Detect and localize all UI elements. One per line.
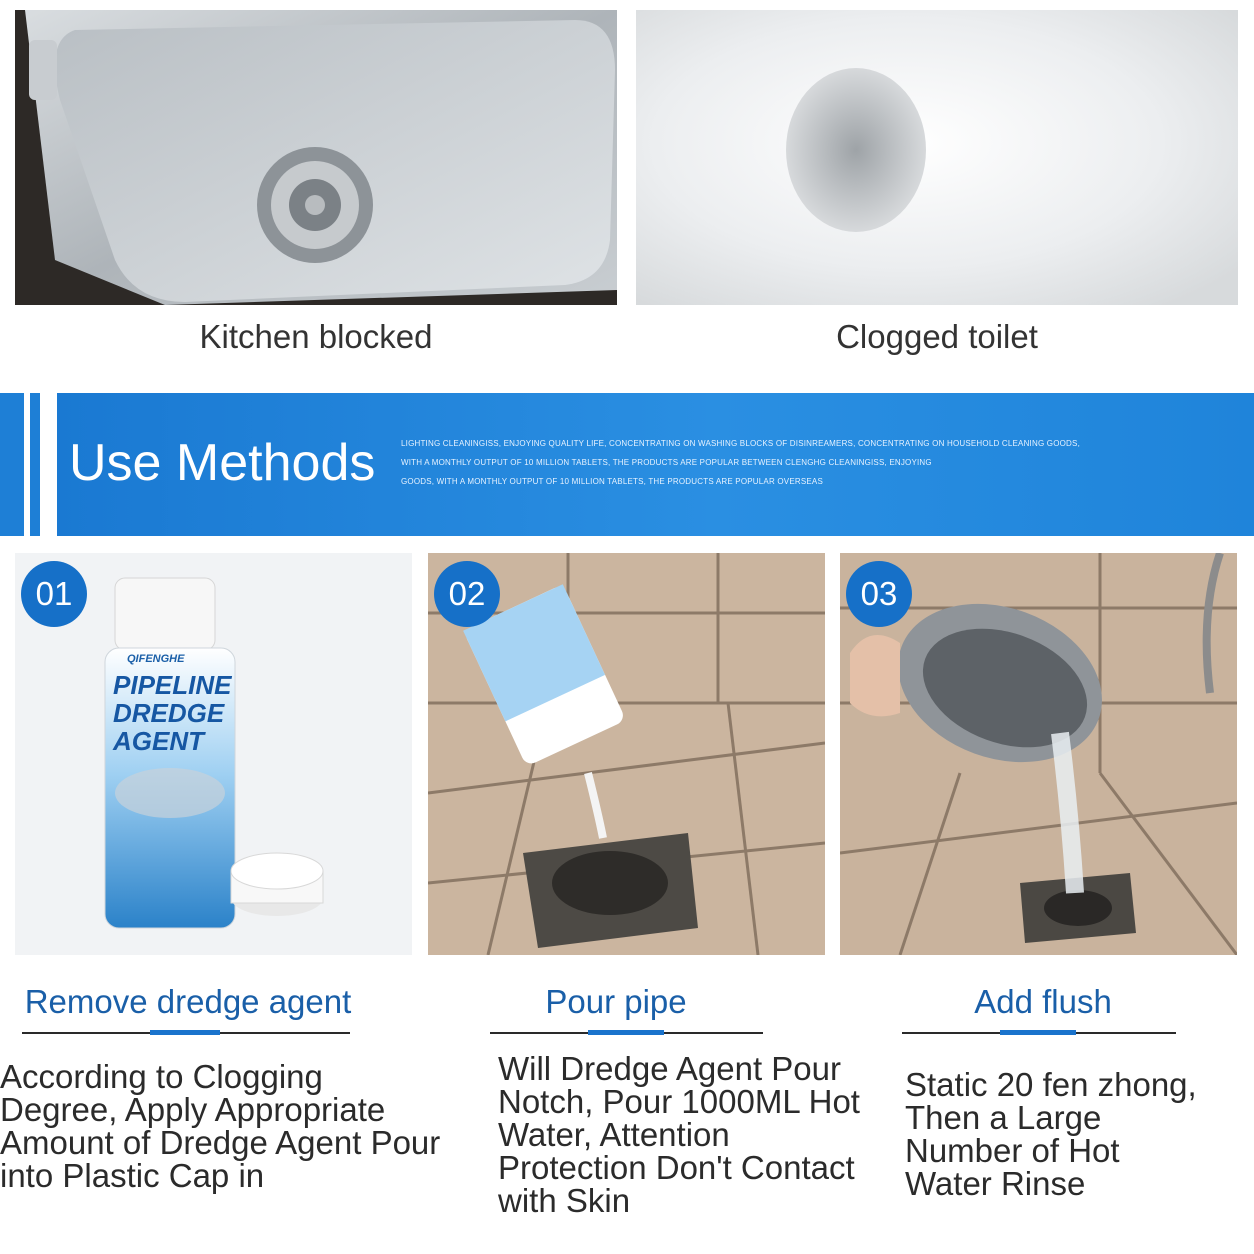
step-2-desc-line: with Skin [498, 1182, 631, 1219]
step-3-rule-accent [1000, 1030, 1076, 1035]
clogged-toilet-caption: Clogged toilet [836, 318, 1038, 355]
product-name-line: DREDGE [113, 698, 225, 728]
step-2-description [498, 1052, 860, 1217]
product-name-line: AGENT [113, 726, 204, 756]
kitchen-blocked-caption: Kitchen blocked [199, 318, 433, 355]
step-2-desc-line: Notch, Pour 1000ML Hot [498, 1083, 860, 1120]
step-2-photo [428, 553, 825, 955]
product-name-line: PIPELINE [113, 670, 232, 700]
banner-copy-line: WITH A MONTHLY OUTPUT OF 10 MILLION TABLETS, THE PRODUCTS ARE POPULAR BETWEEN CLENGHG CLEANINGISS, ENJOYING [401, 458, 932, 467]
step-2-desc-line: Water, Attention [498, 1116, 730, 1153]
step-3-desc-line: Number of Hot [905, 1132, 1120, 1169]
step-2-desc-line: Will Dredge Agent Pour [498, 1050, 842, 1087]
step-2-rule-accent [588, 1030, 664, 1035]
step-1-rule-accent [150, 1030, 220, 1035]
step-number-badge: 01 [21, 561, 87, 627]
step-3-desc-line: Static 20 fen zhong, [905, 1066, 1197, 1103]
step-3-photo [840, 553, 1237, 955]
step-1-desc-line: into Plastic Cap in [0, 1157, 265, 1194]
step-number-badge: 02 [434, 561, 500, 627]
step-3-desc-line: Then a Large [905, 1099, 1102, 1136]
step-1-desc-line: Degree, Apply Appropriate [0, 1091, 386, 1128]
banner-stripe-right [30, 393, 40, 536]
banner-stripe-left [0, 393, 24, 536]
toilet-photo [636, 10, 1238, 305]
step-2-title: Pour pipe [545, 983, 687, 1020]
step-1-desc-line: According to Clogging [0, 1058, 323, 1095]
step-1-description [0, 1060, 440, 1192]
step-1-title: Remove dredge agent [24, 983, 352, 1020]
step-1-desc-line: Amount of Dredge Agent Pour [0, 1124, 441, 1161]
step-3-description [905, 1068, 1197, 1200]
banner-copy-line: GOODS, WITH A MONTHLY OUTPUT OF 10 MILLION TABLETS, THE PRODUCTS ARE POPULAR OVERSEAS [401, 477, 823, 486]
product-name [113, 671, 231, 755]
use-methods-banner [57, 393, 1254, 536]
step-3-desc-line: Water Rinse [905, 1165, 1086, 1202]
banner-title: Use Methods [69, 434, 376, 492]
banner-copy [401, 434, 1201, 491]
kitchen-sink-photo [15, 10, 617, 305]
step-number-badge: 03 [846, 561, 912, 627]
step-1-photo [15, 553, 412, 955]
step-2-desc-line: Protection Don't Contact [498, 1149, 855, 1186]
banner-copy-line: LIGHTING CLEANINGISS, ENJOYING QUALITY LIFE, CONCENTRATING ON WASHING BLOCKS OF DISINREAMERS, CONCENTRATING ON HOUSEHOLD CLEANING GOODS, [401, 439, 1080, 448]
step-3-title: Add flush [974, 983, 1112, 1020]
product-brand: QIFENGHE [127, 653, 185, 665]
